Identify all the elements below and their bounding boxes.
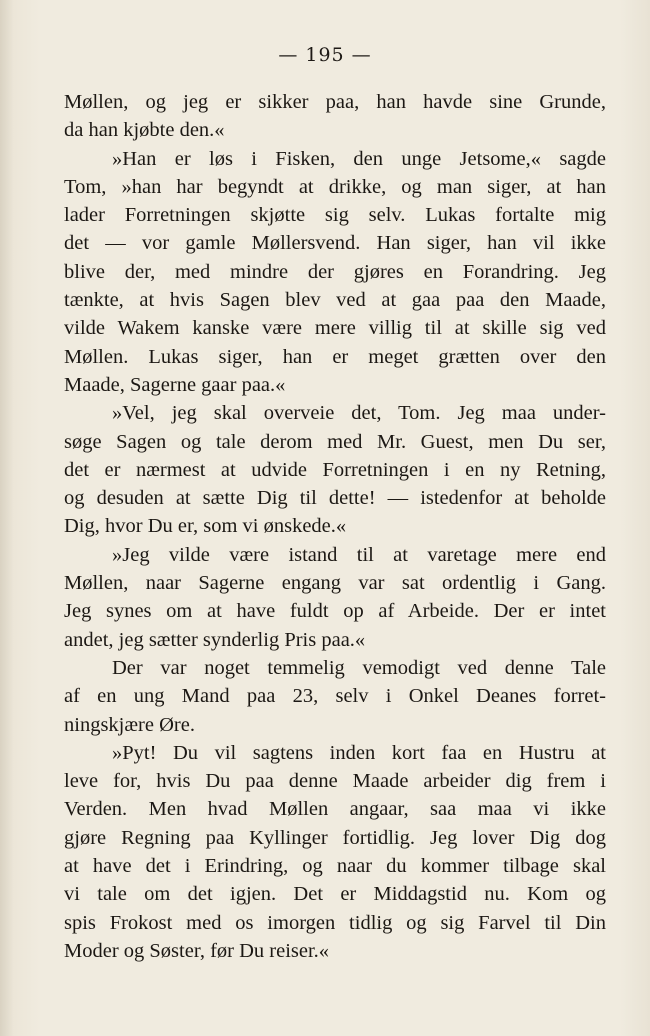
text-line: »Vel, jeg skal overveie det, Tom. Jeg maa under- — [112, 402, 606, 425]
text-line: ningskjære Øre. — [64, 713, 195, 736]
page-number: — 195 — — [278, 44, 372, 66]
text-line: Møllen, og jeg er sikker paa, han havde sine Grunde, — [64, 91, 606, 113]
text-line: Moder og Søster, før Du reiser.« — [64, 939, 330, 962]
text-line: Verden. Men hvad Møllen angaar, saa maa vi ikke — [64, 798, 606, 821]
text-line: leve for, hvis Du paa denne Maade arbeider dig frem i — [64, 770, 606, 793]
text-line: spis Frokost med os imorgen tidlig og sig Farvel til Din — [64, 911, 606, 934]
text-line: da han kjøbte den.« — [64, 119, 225, 142]
text-line: blive der, med mindre der gjøres en Forandring. Jeg — [64, 260, 606, 283]
text-line: Møllen. Lukas siger, han er meget grætten over den — [64, 345, 606, 368]
body-text — [64, 88, 606, 965]
text-line: Møllen, naar Sagerne engang var sat ordentlig i Gang. — [64, 572, 606, 595]
text-line: og desuden at sætte Dig til dette! — istedenfor at beholde — [64, 487, 606, 510]
text-line: søge Sagen og tale derom med Mr. Guest, men Du ser, — [64, 430, 606, 453]
text-line: »Jeg vilde være istand til at varetage mere end — [112, 543, 606, 566]
text-line: det er nærmest at udvide Forretningen i en ny Retning, — [64, 458, 606, 481]
text-line: Jeg synes om at have fuldt op af Arbeide. Der er intet — [64, 600, 606, 623]
text-line: Maade, Sagerne gaar paa.« — [64, 373, 286, 396]
text-line: vi tale om det igjen. Det er Middagstid nu. Kom og — [64, 883, 606, 906]
text-line: lader Forretningen skjøtte sig selv. Lukas fortalte mig — [64, 204, 606, 227]
text-line: gjøre Regning paa Kyllinger fortidlig. Jeg lover Dig dog — [64, 826, 606, 849]
text-line: tænkte, at hvis Sagen blev ved at gaa paa den Maade, — [64, 289, 606, 312]
text-line: Der var noget temmelig vemodigt ved denne Tale — [112, 656, 606, 679]
text-line: vilde Wakem kanske være mere villig til at skille sig ved — [64, 317, 606, 340]
text-line: »Han er løs i Fisken, den unge Jetsome,« sagde — [112, 147, 606, 170]
text-line: at have det i Erindring, og naar du kommer tilbage skal — [64, 855, 606, 878]
text-line: af en ung Mand paa 23, selv i Onkel Deanes forret- — [64, 685, 606, 708]
text-line: Dig, hvor Du er, som vi ønskede.« — [64, 515, 347, 538]
text-line: andet, jeg sætter synderlig Pris paa.« — [64, 628, 366, 651]
text-line: »Pyt! Du vil sagtens inden kort faa en Hustru at — [112, 741, 606, 764]
text-line: Tom, »han har begyndt at drikke, og man siger, at han — [64, 175, 606, 198]
text-line: det — vor gamle Møllersvend. Han siger, han vil ikke — [64, 232, 606, 255]
